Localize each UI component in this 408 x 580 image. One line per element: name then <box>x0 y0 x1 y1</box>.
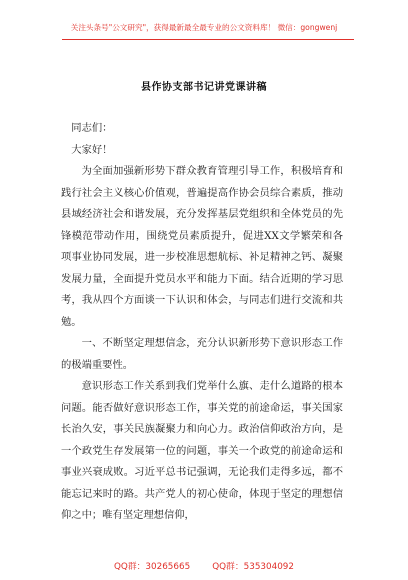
footer-contacts <box>0 559 408 572</box>
footer-qq-group-2: QQ群：535304092 <box>212 562 295 572</box>
salutation-line: 同志们： <box>71 122 113 134</box>
section-heading: 一、不断坚定理想信念，充分认识新形势下意识形态工作的极端重要性。 <box>61 337 343 371</box>
header-promo-banner: 关注头条号"公文研究"，获得最新最全最专业的公文资料库！ 微信：gongwenj <box>70 23 338 32</box>
document-body <box>61 118 343 527</box>
footer-qq-group-1: QQ群：30265665 <box>113 562 191 572</box>
body-paragraph: 为全面加强新形势下群众教育管理引导工作，积极培育和践行社会主义核心价值观，普遍提高作协会员综合素质，推动县域经济社会和谐发展，充分发挥基层党组织和全体党员的先锋模范带动作用，围绕党员素质提升，促进XX文学繁荣和各项事业协同发展，进一步校准思想航标、补足精神之钙、凝聚发展力量，全面提升党员水平和能力下面。结合近期的学习思考，我从四个方面谈一下认识和体会，与同志们进行交流和共勉。 <box>61 165 343 328</box>
document-title: 县作协支部书记讲党课讲稿 <box>141 82 267 93</box>
header-divider <box>62 39 354 40</box>
greeting-line: 大家好！ <box>71 143 113 156</box>
body-paragraph: 意识形态工作关系到我们党举什么旗、走什么道路的根本问题。能否做好意识形态工作，事关党的前途命运，事关国家长治久安，事关民族凝聚力和向心力。政治信仰政治方向，是一个政党生存发展第一位的问题，事关一个政党的前途命运和事业兴衰成败。习近平总书记强调，无论我们走得多远，都不能忘记来时的路。共产党人的初心使命，体现于坚定的理想信仰之中；唯有坚定理想信仰， <box>61 380 343 521</box>
